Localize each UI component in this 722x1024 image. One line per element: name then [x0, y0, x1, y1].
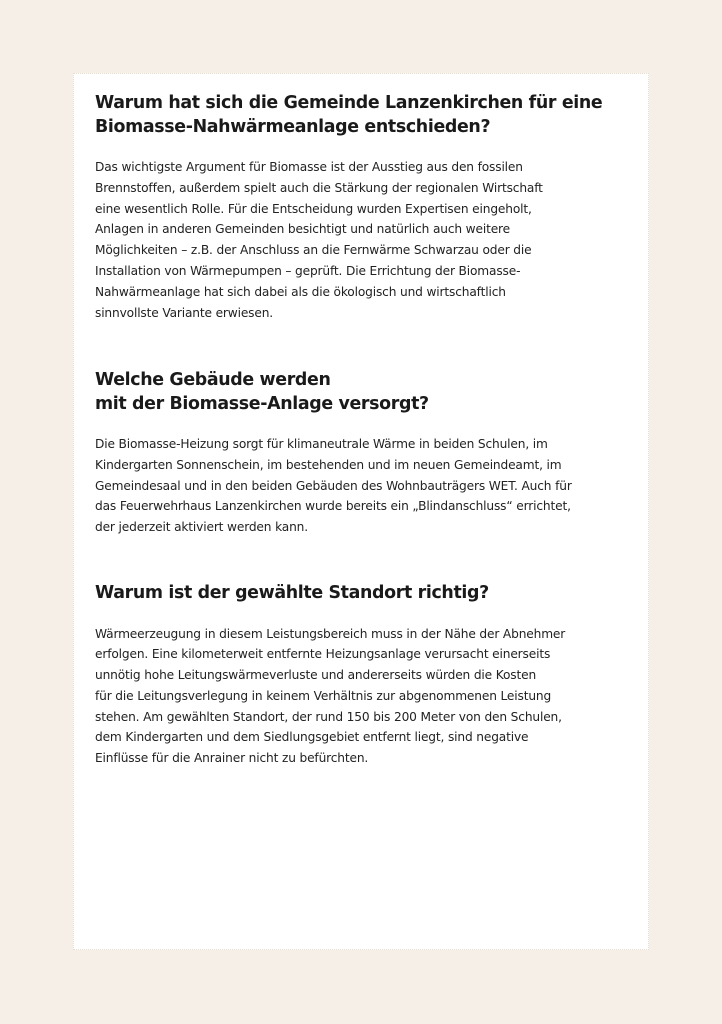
section-heading: Warum hat sich die Gemeinde Lanzenkirchen für eine Biomasse-Nahwärmeanlage entschieden?: [95, 93, 603, 137]
section-paragraph: Das wichtigste Argument für Biomasse ist der Ausstieg aus den fossilen Brennstoffen, außerdem spielt auch die Stärkung der regionalen Wirtschaft eine wesentlich Rolle. Für die Entscheidung wurden Expertisen eingeholt, Anlagen in anderen Gemeinden besichtigt und natürlich auch weitere Möglichkeiten – z.B. der Anschluss an die Fernwärme Schwarzau oder die Installation von Wärmepumpen – geprüft. Die Errichtung der Biomasse- Nahwärmeanlage hat sich dabei als die ökologisch und wirtschaftlich sinnvollste Variante erwiesen.: [95, 160, 543, 320]
faq-section-supplied-buildings: [95, 369, 640, 538]
section-heading: Welche Gebäude werden mit der Biomasse-Anlage versorgt?: [95, 370, 429, 414]
section-heading: Warum ist der gewählte Standort richtig?: [95, 583, 489, 603]
section-paragraph: Die Biomasse-Heizung sorgt für klimaneutrale Wärme in beiden Schulen, im Kindergarten Sonnenschein, im bestehenden und im neuen Gemeindeamt, im Gemeindesaal und in den beiden Gebäuden des Wohnbauträgers WET. Auch für das Feuerwehrhaus Lanzenkirchen wurde bereits ein „Blindanschluss“ errichtet, der jederzeit aktiviert werden kann.: [95, 437, 572, 535]
faq-section-biomass-decision: [95, 92, 640, 323]
faq-section-location: [95, 582, 640, 769]
section-paragraph: Wärmeerzeugung in diesem Leistungsbereich muss in der Nähe der Abnehmer erfolgen. Eine kilometerweit entfernte Heizungsanlage verursacht einerseits unnötig hohe Leitungswärmeverluste und andererseits würden die Kosten für die Leitungsverlegung in keinem Verhältnis zur abgenommenen Leistung stehen. Am gewählten Standort, der rund 150 bis 200 Meter von den Schulen, dem Kindergarten und dem Siedlungsgebiet entfernt liegt, sind negative Einflüsse für die Anrainer nicht zu befürchten.: [95, 626, 566, 766]
document-page: [73, 73, 649, 950]
